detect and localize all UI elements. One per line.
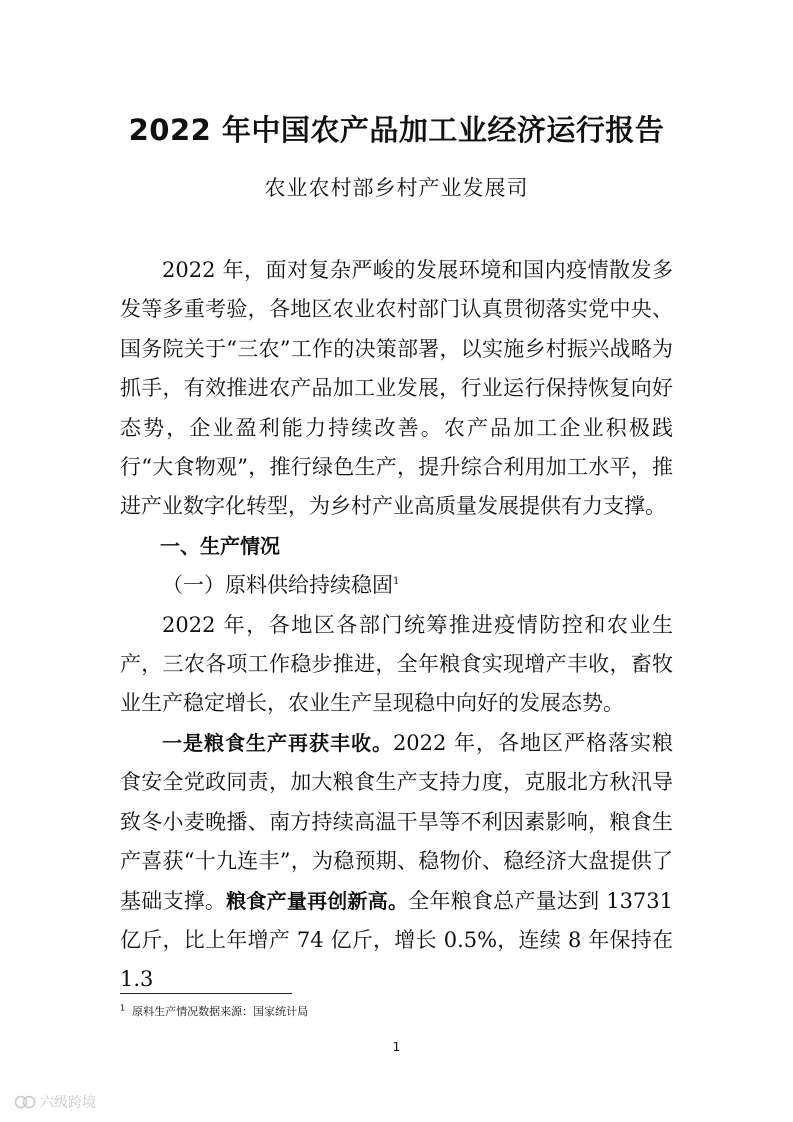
intro-paragraph: 2022 年，面对复杂严峻的发展环境和国内疫情散发多发等多重考验，各地区农业农村部门认真贯彻落实党中央、国务院关于“三农”工作的决策部署，以实施乡村振兴战略为抓手，有效推进农产品加工业发展，行业运行保持恢复向好态势，企业盈利能力持续改善。农产品加工企业积极践行“大食物观”，推行绿色生产，提升综合利用加工水平，推进产业数字化转型，为乡村产业高质量发展提供有力支撑。 [120,258,673,519]
footnote-text: 原料生产情况数据来源：国家统计局 [132,1005,309,1018]
page-number: 1 [392,1040,401,1054]
subsection-heading [120,566,673,605]
watermark-text: 六级跨境 [40,1095,96,1111]
document-title: 2022 年中国农产品加工业经济运行报告 [128,113,665,147]
watermark-logo-icon [14,1095,36,1109]
document-subtitle: 农业农村部乡村产业发展司 [264,176,529,200]
section-heading: 一、生产情况 [160,533,280,558]
footnote [120,1003,308,1019]
footnote-number: 1 [120,1003,126,1013]
document-body [120,251,673,1000]
footnote-divider [120,993,292,994]
bold-mid: 粮食产量再创新高。 [226,888,409,913]
paragraph-3-text: 2022 年，各地区严格落实粮食安全党政同责，加大粮食生产支持力度，克服北方秋汛导致冬小麦晚播、南方持续高温干旱等不利因素影响，粮食生产喜获“十九连丰”，为稳预期、稳物价、稳经济大盘提供了基础支撑。 [120,730,673,913]
paragraph-3-tail: 全年粮食总产量达到 13731 亿斤，比上年增产 74 亿斤，增长 0.5%，连续 8 年保持在 1.3 [120,888,674,992]
bold-lead: 一是粮食生产再获丰收。 [162,730,393,755]
watermark [14,1092,96,1112]
subsection-heading-text: （一）原料供给持续稳固 [162,573,393,598]
footnote-reference[interactable]: 1 [393,576,400,588]
paragraph-2: 2022 年，各地区各部门统筹推进疫情防控和农业生产，三农各项工作稳步推进，全年粮食实现增产丰收，畜牧业生产稳定增长，农业生产呈现稳中向好的发展态势。 [120,612,673,716]
paragraph-3 [120,724,673,1000]
